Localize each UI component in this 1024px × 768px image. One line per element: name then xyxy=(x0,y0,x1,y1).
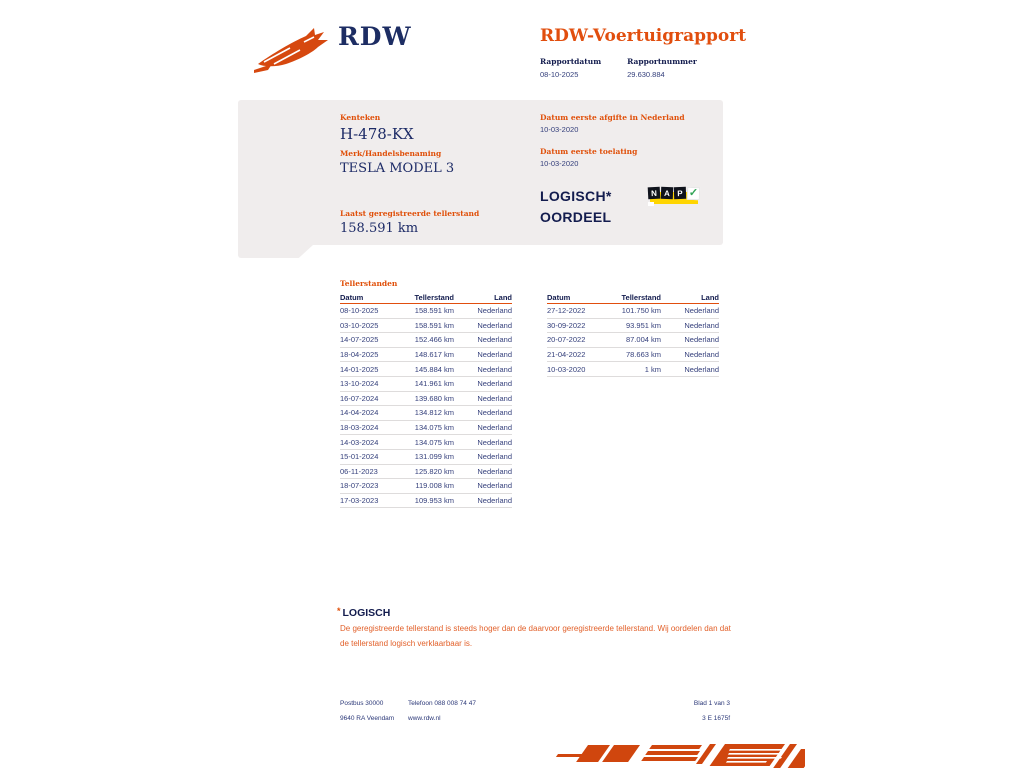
kenteken-label: Kenteken xyxy=(340,113,381,122)
col-header-datum: Datum xyxy=(547,292,571,302)
tellerstand-label: Laatst geregistreerde tellerstand xyxy=(340,209,480,218)
cell-datum: 27-12-2022 xyxy=(547,306,586,316)
cell-datum: 18-07-2023 xyxy=(340,481,379,491)
afgifte-label: Datum eerste afgifte in Nederland xyxy=(540,113,685,122)
cell-datum: 18-04-2025 xyxy=(340,350,379,360)
cell-tellerstand: 1 km xyxy=(644,364,661,374)
footer-row-2 xyxy=(340,715,730,722)
footer-page-number: Blad 1 van 3 xyxy=(693,700,730,707)
nap-white-tab xyxy=(648,202,654,206)
cell-tellerstand: 158.591 km xyxy=(414,306,454,316)
col-header-datum: Datum xyxy=(340,292,364,302)
odometer-table-right xyxy=(547,291,719,377)
cell-datum: 06-11-2023 xyxy=(340,466,378,476)
oordeel-line1: LOGISCH* xyxy=(540,188,612,204)
cell-land: Nederland xyxy=(477,452,512,462)
report-date-field xyxy=(540,57,601,79)
cell-land: Nederland xyxy=(684,320,719,330)
page-title: RDW-Voertuigrapport xyxy=(540,26,747,46)
cell-datum: 08-10-2025 xyxy=(340,306,379,316)
table-header-row xyxy=(547,291,719,304)
rdw-wordmark: RDW xyxy=(338,22,412,51)
cell-datum: 18-03-2024 xyxy=(340,423,379,433)
page-footer xyxy=(340,700,730,730)
cell-land: Nederland xyxy=(477,437,512,447)
report-date-value: 08-10-2025 xyxy=(540,70,579,79)
table-row xyxy=(547,333,719,348)
rdw-stripes-graphic-icon xyxy=(540,741,805,768)
merk-label: Merk/Handelsbenaming xyxy=(340,149,442,158)
nap-letter-p: P xyxy=(674,187,686,199)
cell-datum: 14-03-2024 xyxy=(340,437,379,447)
note-asterisk: * xyxy=(337,606,341,616)
cell-datum: 03-10-2025 xyxy=(340,320,379,330)
footer-phone: Telefoon 088 008 74 47 xyxy=(408,700,476,707)
report-meta xyxy=(540,57,697,79)
tellerstand-value: 158.591 km xyxy=(340,221,419,236)
cell-tellerstand: 134.812 km xyxy=(414,408,454,418)
cell-tellerstand: 145.884 km xyxy=(414,364,454,374)
toelating-value: 10-03-2020 xyxy=(540,159,579,168)
table-row xyxy=(547,319,719,334)
table-row xyxy=(340,304,512,319)
cell-land: Nederland xyxy=(684,306,719,316)
vehicle-summary-panel xyxy=(238,100,723,245)
afgifte-value: 10-03-2020 xyxy=(540,125,579,134)
cell-land: Nederland xyxy=(477,350,512,360)
cell-tellerstand: 125.820 km xyxy=(414,466,454,476)
cell-datum: 14-01-2025 xyxy=(340,364,379,374)
kenteken-field xyxy=(340,113,414,143)
cell-land: Nederland xyxy=(477,393,512,403)
cell-tellerstand: 109.953 km xyxy=(414,496,454,506)
cell-tellerstand: 119.008 km xyxy=(415,481,454,491)
cell-land: Nederland xyxy=(477,364,512,374)
footer-website: www.rdw.nl xyxy=(408,715,441,722)
cell-datum: 14-04-2024 xyxy=(340,408,379,418)
cell-tellerstand: 78.663 km xyxy=(625,350,661,360)
table-row xyxy=(340,406,512,421)
nap-letter-n: N xyxy=(648,187,661,200)
report-number-label: Rapportnummer xyxy=(627,57,697,66)
table-row xyxy=(340,435,512,450)
cell-tellerstand: 87.004 km xyxy=(625,335,661,345)
footer-row-1 xyxy=(340,700,730,707)
col-header-land: Land xyxy=(701,292,719,302)
nap-check-icon: ✓ xyxy=(688,186,699,200)
table-header-row xyxy=(340,291,512,304)
cell-tellerstand: 139.680 km xyxy=(414,393,454,403)
table-row xyxy=(340,494,512,509)
cell-tellerstand: 134.075 km xyxy=(414,437,454,447)
cell-land: Nederland xyxy=(684,335,719,345)
cell-tellerstand: 148.617 km xyxy=(414,350,454,360)
cell-tellerstand: 152.466 km xyxy=(414,335,454,345)
table-row xyxy=(340,319,512,334)
nap-logo-icon xyxy=(648,186,700,206)
cell-land: Nederland xyxy=(477,423,512,433)
cell-datum: 17-03-2023 xyxy=(340,496,379,506)
cell-land: Nederland xyxy=(477,306,512,316)
cell-land: Nederland xyxy=(477,481,512,491)
col-header-land: Land xyxy=(494,292,512,302)
table-row xyxy=(547,348,719,363)
cell-land: Nederland xyxy=(477,408,512,418)
cell-land: Nederland xyxy=(477,335,512,345)
cell-datum: 21-04-2022 xyxy=(547,350,586,360)
table-row xyxy=(340,392,512,407)
footer-address-line2: 9640 RA Veendam xyxy=(340,715,395,722)
cell-tellerstand: 131.099 km xyxy=(414,452,454,462)
odometer-table-left xyxy=(340,291,512,508)
merk-value: TESLA MODEL 3 xyxy=(340,161,455,176)
cell-land: Nederland xyxy=(477,379,512,389)
note-text: De geregistreerde tellerstand is steeds hoger dan de daarvoor geregistreerde tellerstand. Wij oordelen dan dat de tellerstand logisch verklaarbaar is. xyxy=(340,624,731,648)
cell-tellerstand: 93.951 km xyxy=(625,320,661,330)
cell-land: Nederland xyxy=(477,320,512,330)
table-row xyxy=(547,362,719,377)
cell-land: Nederland xyxy=(477,496,512,506)
cell-datum: 20-07-2022 xyxy=(547,335,586,345)
cell-datum: 14-07-2025 xyxy=(340,335,379,345)
table-row xyxy=(340,479,512,494)
afgifte-field xyxy=(540,113,685,134)
note-title-text: LOGISCH xyxy=(342,607,391,619)
col-header-tellerstand: Tellerstand xyxy=(414,292,454,302)
merk-field xyxy=(340,149,454,176)
cell-tellerstand: 141.961 km xyxy=(414,379,454,389)
cell-tellerstand: 158.591 km xyxy=(414,320,454,330)
cell-tellerstand: 134.075 km xyxy=(414,423,454,433)
note-title xyxy=(337,606,390,619)
report-number-value: 29.630.884 xyxy=(627,70,665,79)
cell-tellerstand: 101.750 km xyxy=(621,306,661,316)
nap-letter-a: A xyxy=(661,187,673,199)
report-number-field xyxy=(627,57,697,79)
table-row xyxy=(340,362,512,377)
report-date-label: Rapportdatum xyxy=(540,57,602,66)
cell-datum: 10-03-2020 xyxy=(547,364,586,374)
table-row xyxy=(340,377,512,392)
vehicle-panel-tab xyxy=(238,245,313,258)
cell-land: Nederland xyxy=(684,364,719,374)
table-row xyxy=(340,421,512,436)
col-header-tellerstand: Tellerstand xyxy=(621,292,661,302)
table-row xyxy=(340,333,512,348)
toelating-field xyxy=(540,147,637,168)
footer-address-line1: Postbus 30000 xyxy=(340,700,384,707)
table-row xyxy=(340,465,512,480)
table-row xyxy=(340,450,512,465)
cell-datum: 30-09-2022 xyxy=(547,320,586,330)
kenteken-value: H-478-KX xyxy=(340,125,414,143)
footer-form-code: 3 E 1675f xyxy=(702,715,730,722)
rdw-eagle-logo-icon xyxy=(252,26,334,74)
cell-datum: 16-07-2024 xyxy=(340,393,379,403)
table-row xyxy=(547,304,719,319)
tellerstand-field xyxy=(340,209,479,236)
cell-datum: 13-10-2024 xyxy=(340,379,379,389)
table-row xyxy=(340,348,512,363)
cell-datum: 15-01-2024 xyxy=(340,452,379,462)
toelating-label: Datum eerste toelating xyxy=(540,147,638,156)
oordeel-heading xyxy=(540,186,612,228)
tables-title: Tellerstanden xyxy=(340,279,398,288)
cell-land: Nederland xyxy=(477,466,512,476)
oordeel-line2: OORDEEL xyxy=(540,209,612,225)
cell-land: Nederland xyxy=(684,350,719,360)
